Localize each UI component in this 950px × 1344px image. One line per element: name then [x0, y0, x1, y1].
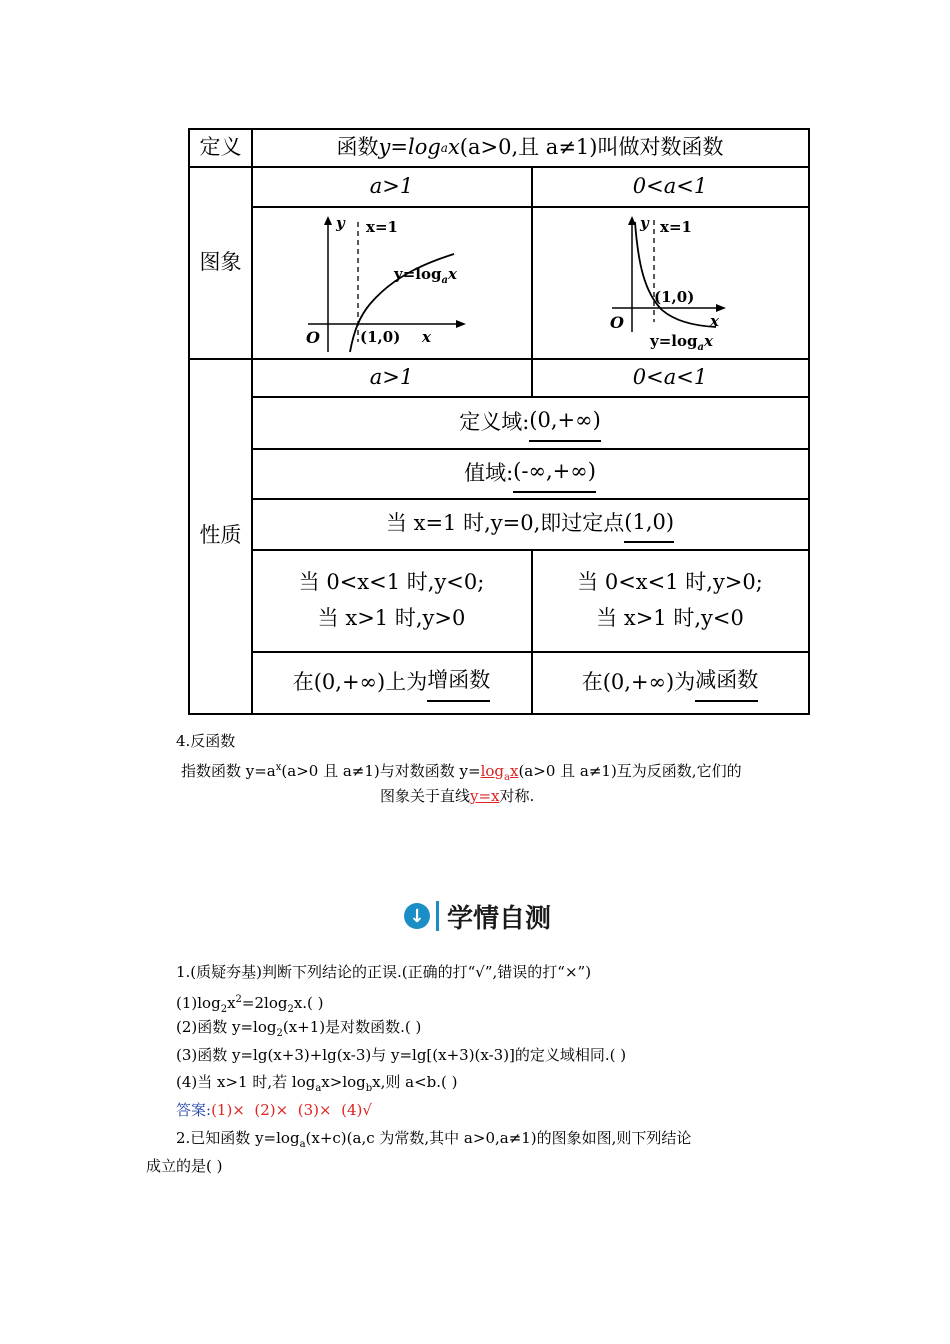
range-value: (-∞,+∞): [513, 454, 596, 493]
definition-prefix: 函数: [336, 135, 379, 160]
graph-decreasing: [604, 212, 784, 356]
monotonic-left-label: 在(0,+∞)上为: [292, 669, 428, 694]
fixed-point-label: 当 x=1 时,y=0,即过定点: [385, 511, 625, 536]
monotonic-left-value: 增函数: [427, 663, 490, 702]
graph-decreasing-asymptote: x=1: [660, 218, 692, 236]
q1-item-1: $(1)\log_2x^2=2\log_2x$.( ): [176, 994, 324, 1015]
monotonic-right-value: 减函数: [695, 663, 758, 702]
definition-text: [252, 130, 808, 166]
graph-decreasing-curve-label: $y=\log_ax$: [650, 332, 713, 353]
domain-label: 定义域:: [459, 409, 530, 434]
graph-increasing-origin: O: [306, 328, 320, 347]
definition-condition: (a>0,且 a≠1)叫做对数函数: [459, 135, 724, 160]
arrow-down-circle-icon: ↓: [404, 903, 430, 929]
fixed-point-row: [252, 499, 808, 549]
q2-line-1: 2.已知函数 $y=\log_a(x+c)(a,c$ 为常数,其中 a>0,a≠1)的图象如图,则下列结论: [176, 1129, 692, 1150]
row-divider: [251, 206, 808, 208]
q1-answer-value: (1)× (2)× (3)× (4)√: [211, 1101, 372, 1119]
section-title-text: 学情自测: [447, 903, 552, 934]
sign-right-line-2: 当 x>1 时,y<0: [596, 605, 744, 630]
inverse-heading: 4.反函数: [176, 732, 236, 750]
graph-header-a-lt-1: 0<a<1: [632, 173, 708, 198]
definition-fn: y=log: [378, 135, 441, 160]
range-row: [252, 449, 808, 498]
graph-increasing-curve-label: $y=\log_ax$: [394, 265, 457, 286]
q1-item-3: (3)函数 y=lg(x+3)+lg(x-3)与 y=lg[(x+3)(x-3)]的定义域相同.( ): [176, 1046, 627, 1064]
q2-line-2: 成立的是( ): [146, 1157, 223, 1175]
graph-decreasing-origin: O: [610, 313, 624, 332]
domain-value: (0,+∞): [529, 403, 601, 442]
sign-left-line-2: 当 x>1 时,y>0: [317, 605, 466, 630]
q1-answer: [176, 1100, 372, 1120]
sign-right: [532, 550, 808, 651]
fixed-point-value: (1,0): [624, 505, 674, 544]
domain-row: [252, 397, 808, 448]
q1-stem: 1.(质疑夯基)判断下列结论的正误.(正确的打“√”,错误的打“×”): [176, 963, 592, 981]
inverse-line-2: 图象关于直线y=x对称.: [380, 787, 535, 805]
sign-left: [252, 550, 531, 651]
prop-header-a-gt-1: a>1: [369, 364, 414, 389]
graph-increasing: [300, 212, 480, 356]
prop-header-a-lt-1: 0<a<1: [632, 364, 708, 389]
logarithm-properties-table: [188, 128, 810, 715]
graph-increasing-point: (1,0): [360, 328, 401, 346]
q1-item-2: (2)函数 $y=\log_2(x+1)$是对数函数.( ): [176, 1018, 422, 1039]
graph-increasing-y-label: y: [336, 214, 345, 232]
section-title: [404, 896, 551, 936]
graph-increasing-asymptote: x=1: [366, 218, 398, 236]
q1-answer-label: 答案:: [176, 1101, 212, 1119]
range-label: 值域:: [464, 460, 514, 485]
section-title-bar: [436, 901, 439, 931]
graph-label: 图象: [199, 249, 242, 274]
inverse-symmetry-line: y=x: [470, 787, 500, 805]
graph-header-a-gt-1: a>1: [369, 173, 414, 198]
graph-decreasing-y-label: y: [640, 214, 649, 232]
properties-label: 性质: [199, 523, 242, 548]
graph-decreasing-point: (1,0): [654, 288, 695, 306]
monotonic-left: [252, 652, 531, 713]
q1-item-4: (4)当 x>1 时,若 $\log_ax>\log_bx$,则 a<b.( ): [176, 1073, 458, 1094]
inverse-line-1: 指数函数 $y=a^x(a>0$ 且 a≠1)与对数函数 $y=\log_ax(a>0$ 且 a≠1)互为反函数,它们的: [181, 762, 742, 783]
monotonic-right: [532, 652, 808, 713]
definition-sub: a: [440, 140, 448, 155]
monotonic-right-label: 在(0,+∞)为: [581, 669, 696, 694]
sign-right-line-1: 当 0<x<1 时,y>0;: [577, 569, 763, 594]
sign-left-line-1: 当 0<x<1 时,y<0;: [298, 569, 485, 594]
definition-x: x: [447, 135, 460, 160]
definition-label: 定义: [199, 135, 242, 160]
graph-decreasing-x-label: x: [710, 312, 719, 330]
graph-increasing-x-label: x: [422, 328, 431, 346]
